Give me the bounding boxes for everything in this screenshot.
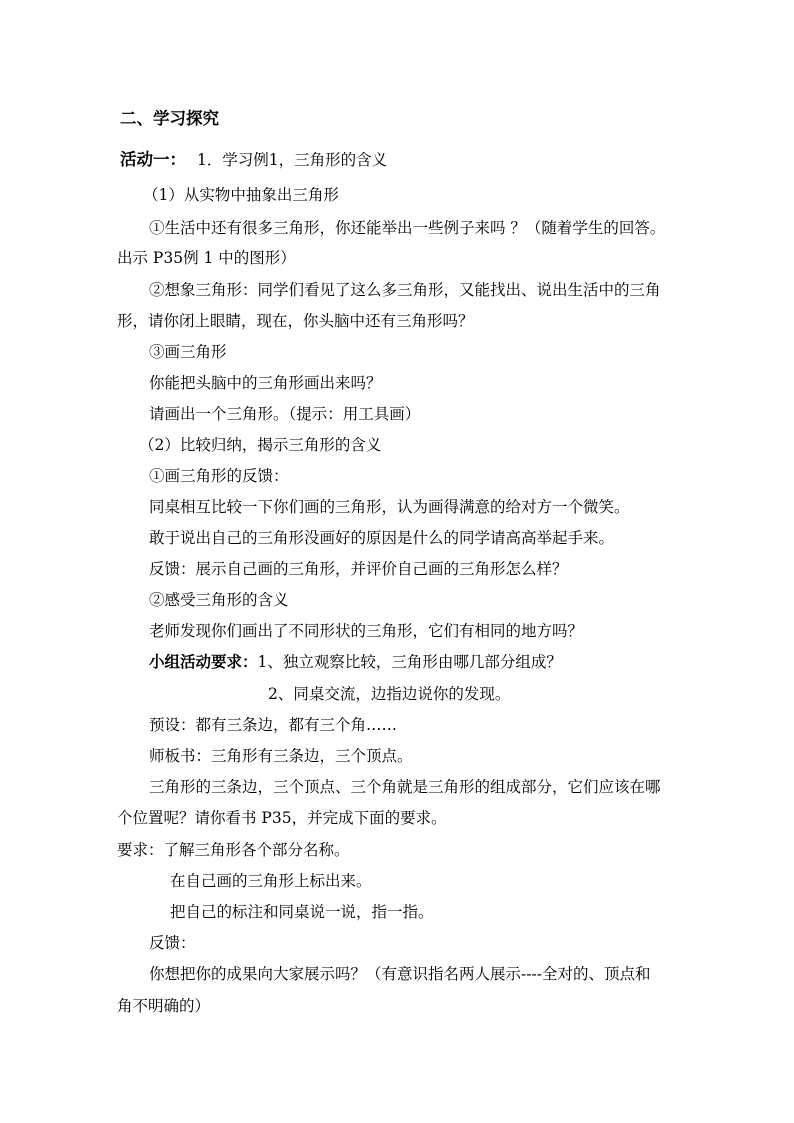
paragraph-line: （2）比较归纳，揭示三角形的含义 [139, 436, 382, 454]
paragraph-line: 敢于说出自己的三角形没画好的原因是什么的同学请高高举起手来。 [149, 529, 615, 547]
paragraph-line: 三角形的三条边，三个顶点、三个角就是三角形的组成部分，它们应该在哪 [149, 778, 661, 796]
paragraph-line: 同桌相互比较一下你们画的三角形，认为画得满意的给对方一个微笑。 [149, 498, 630, 516]
paragraph-line: 师板书：三角形有三条边，三个顶点。 [149, 747, 413, 765]
paragraph-line: ①生活中还有很多三角形，你还能举出一些例子来吗 ？（随着学生的回答。 [149, 219, 666, 237]
paragraph-line: ②想象三角形：同学们看见了这么多三角形，又能找出、说出生活中的三角 [149, 281, 661, 299]
group-activity-label: 小组活动要求： [149, 652, 258, 671]
paragraph-line: 把自己的标注和同桌说一说，指一指。 [170, 903, 434, 921]
activity-one-line [120, 150, 387, 170]
paragraph-line: 老师发现你们画出了不同形状的三角形，它们有相同的地方吗？ [149, 622, 584, 640]
paragraph-line: 反馈：展示自己画的三角形，并评价自己画的三角形怎么样？ [149, 560, 568, 578]
paragraph-line: （1）从实物中抽象出三角形 [143, 186, 339, 204]
paragraph-line: 形，请你闭上眼睛，现在，你头脑中还有三角形吗？ [117, 312, 474, 330]
paragraph-line: ②感受三角形的含义 [149, 591, 289, 609]
group-activity-text: 1、独立观察比较，三角形由哪几部分组成？ [257, 653, 562, 671]
activity-one-title: 1．学习例1，三角形的含义 [196, 151, 388, 169]
paragraph-line: 在自己画的三角形上标出来。 [170, 872, 372, 890]
paragraph-line: ③画三角形 [149, 343, 227, 361]
paragraph-line: 反馈： [149, 934, 196, 952]
paragraph-line: 预设：都有三条边，都有三个角…… [149, 716, 398, 734]
activity-one-label: 活动一： [120, 150, 186, 169]
group-activity-line [149, 652, 562, 672]
paragraph-line: ①画三角形的反馈： [149, 467, 289, 485]
paragraph-line: 2、同桌交流，边指边说你的发现。 [268, 685, 511, 703]
paragraph-line: 出示 P35例 1 中的图形） [117, 249, 296, 267]
paragraph-line: 要求：了解三角形各个部分名称。 [117, 841, 350, 859]
section-title: 二、学习探究 [120, 109, 219, 128]
paragraph-line: 请画出一个三角形。（提示：用工具画） [149, 405, 421, 423]
paragraph-line: 你想把你的成果向大家展示吗？（有意识指名两人展示----全对的、顶点和 [149, 965, 651, 983]
paragraph-line: 个位置呢？请你看书 P35，并完成下面的要求。 [117, 809, 447, 827]
paragraph-line: 角不明确的） [117, 997, 211, 1015]
paragraph-line: 你能把头脑中的三角形画出来吗？ [149, 374, 382, 392]
